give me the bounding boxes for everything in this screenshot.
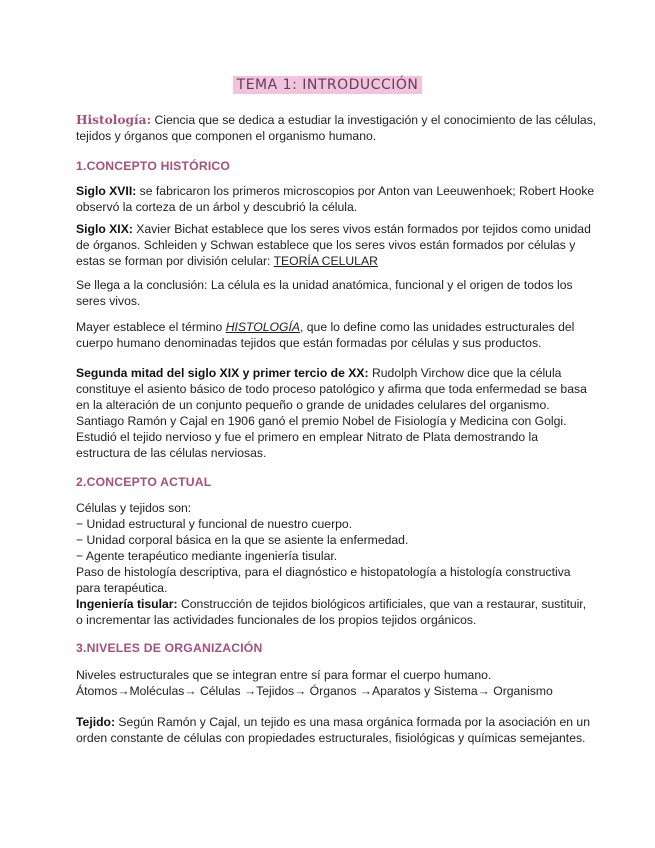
- paragraph-concepto-actual: Células y tejidos son: − Unidad estructural y funcional de nuestro cuerpo. − Unidad corporal básica en la que se asiente la enfermedad. − Agente terapéutico mediante ingeniería tisular. Paso de histología descriptiva, para el diagnóstico e histopatología a histología constructiva para terapéutica. Ingeniería tisular: Construcción de tejidos biológicos artificiales, que van a restaurar, sustituir, o incrementar las actividades funcionales de los propios tejidos orgánicos.: [76, 501, 587, 627]
- paragraph-conclusion: Se llega a la conclusión: La célula es la unidad anatómica, funcional y el origen de todos los seres vivos.: [76, 278, 573, 308]
- paragraph-segunda-mitad: Segunda mitad del siglo XIX y primer tercio de XX: Rudolph Virchow dice que la célula constituye el asiento básico de todo proceso patológico y afirma que toda enfermedad se basa en la alteración de un conjunto pequeño o grande de unidades celulares del organismo. Santiago Ramón y Cajal en 1906 ganó el premio Nobel de Fisiología y Medicina con Golgi. Estudió el tejido nervioso y fue el primero en emplear Nitrato de Plata demostrando la estructura de las células nerviosas.: [76, 366, 587, 460]
- paragraph-niveles: Niveles estructurales que se integran entre sí para formar el cuerpo humano. Átomos→Moléculas→ Células →Tejidos→ Órganos →Aparatos y Sistema→ Organismo: [76, 668, 553, 698]
- paragraph-siglo-xvii: Siglo XVII: se fabricaron los primeros microscopios por Anton van Leeuwenhoek; Robert Hooke observó la corteza de un árbol y descubrió la célula.: [76, 184, 595, 214]
- histologia-term: HISTOLOGÍA: [225, 320, 300, 334]
- list-item: − Unidad estructural y funcional de nuestro cuerpo.: [76, 517, 353, 531]
- intro-term: Histología:: [76, 113, 152, 127]
- page-title: TEMA 1: INTRODUCCIÓN: [233, 76, 423, 94]
- paragraph-siglo-xix: Siglo XIX: Xavier Bichat establece que los seres vivos están formados por tejidos como unidad de órganos. Schleiden y Schwan establece que los seres vivos están formados por células y estas se forman por división celular: TEORÍA CELULAR: [76, 222, 591, 268]
- list-item: − Agente terapéutico mediante ingeniería tisular.: [76, 549, 338, 563]
- teoria-celular-text: TEORÍA CELULAR: [273, 254, 378, 268]
- title-wrap: [0, 76, 655, 94]
- section-heading-historico: 1.CONCEPTO HISTÓRICO: [76, 159, 231, 173]
- list-item: − Unidad corporal básica en la que se asiente la enfermedad.: [76, 533, 409, 547]
- paragraph-tejido: Tejido: Según Ramón y Cajal, un tejido es una masa orgánica formada por la asociación en un orden constante de células con propiedades estructurales, fisiológicas y químicas semejantes.: [76, 715, 590, 745]
- section-heading-niveles: 3.NIVELES DE ORGANIZACIÓN: [76, 641, 263, 655]
- paragraph-mayer: Mayer establece el término HISTOLOGÍA, que lo define como las unidades estructurales del cuerpo humano denominadas tejidos que están formadas por células y sus productos.: [76, 320, 575, 350]
- intro-paragraph: Histología: Ciencia que se dedica a estudiar la investigación y el conocimiento de las células, tejidos y órganos que componen el organismo humano.: [76, 113, 597, 143]
- section-heading-actual: 2.CONCEPTO ACTUAL: [76, 475, 212, 489]
